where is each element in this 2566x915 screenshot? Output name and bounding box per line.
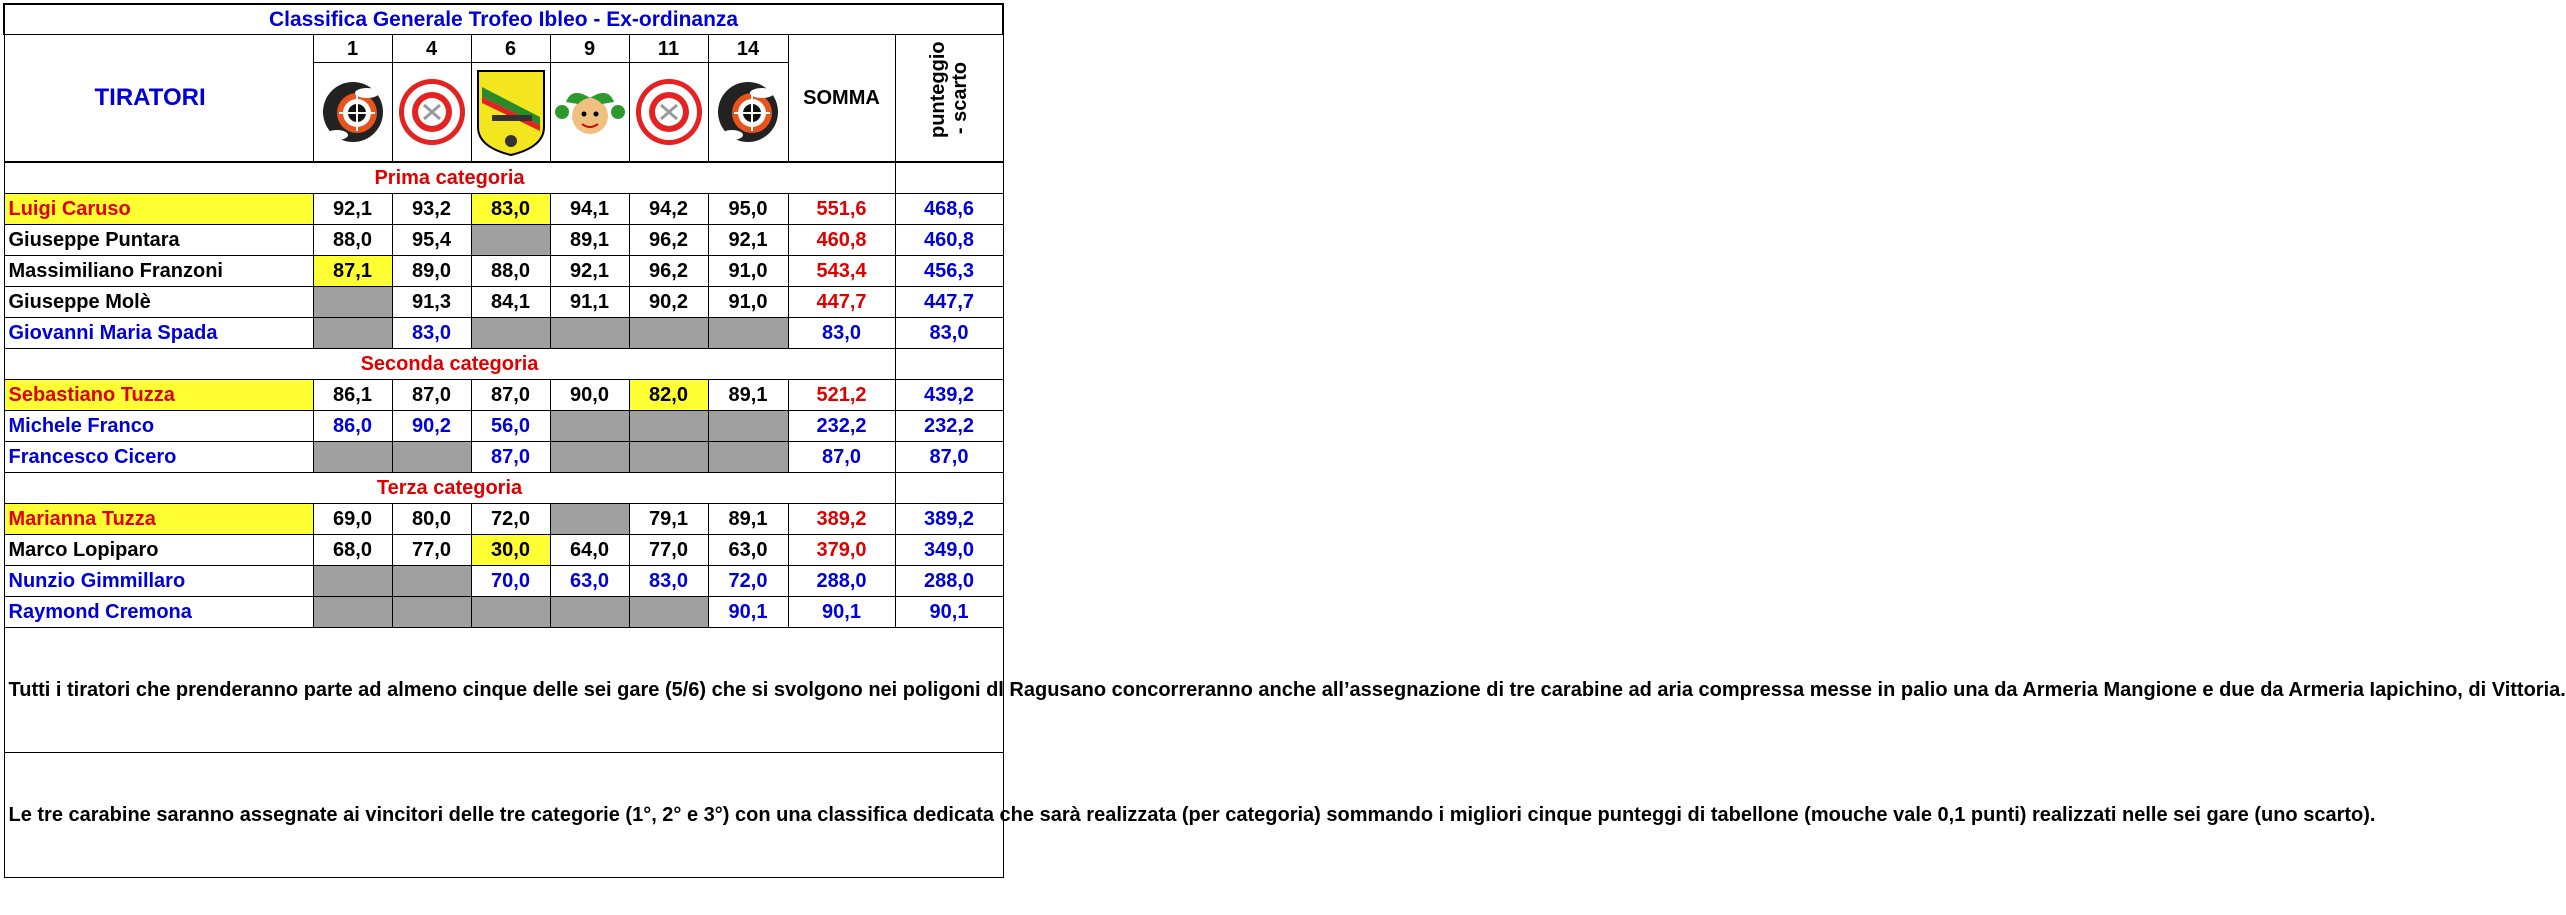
- score-cell: 72,0: [471, 504, 550, 535]
- score-cell-empty: [708, 442, 788, 473]
- somma-cell: 83,0: [788, 318, 895, 349]
- tiro-vittoria-logo-icon: [629, 63, 708, 163]
- somma-cell: 551,6: [788, 194, 895, 225]
- category-heading: Terza categoria: [4, 473, 895, 504]
- punteggio-cell: 447,7: [895, 287, 1003, 318]
- table-row: [4, 504, 1003, 535]
- score-cell: 92,1: [708, 225, 788, 256]
- table-row: [4, 318, 1003, 349]
- score-cell-empty: [392, 597, 471, 628]
- header-tiratori: TIRATORI: [4, 35, 313, 163]
- score-cell: 63,0: [708, 535, 788, 566]
- shooter-name: Raymond Cremona: [4, 597, 313, 628]
- score-cell: 84,1: [471, 287, 550, 318]
- somma-cell: 543,4: [788, 256, 895, 287]
- round-number: 4: [392, 35, 471, 63]
- category-heading: Prima categoria: [4, 162, 895, 194]
- score-cell: 80,0: [392, 504, 471, 535]
- punteggio-cell: 288,0: [895, 566, 1003, 597]
- score-cell: 68,0: [313, 535, 392, 566]
- score-cell: 79,1: [629, 504, 708, 535]
- somma-cell: 389,2: [788, 504, 895, 535]
- category-heading: Seconda categoria: [4, 349, 895, 380]
- score-cell: 95,4: [392, 225, 471, 256]
- punteggio-cell: 349,0: [895, 535, 1003, 566]
- header-punteggio-label: punteggio - scarto: [927, 41, 972, 138]
- score-cell-empty: [550, 504, 629, 535]
- shooter-name: Michele Franco: [4, 411, 313, 442]
- score-cell-empty: [392, 442, 471, 473]
- table-row: [4, 256, 1003, 287]
- score-cell: 90,2: [392, 411, 471, 442]
- note-paragraph: Le tre carabine saranno assegnate ai vincitori delle tre categorie (1°, 2° e 3°) con una classifica dedicata che sarà realizzata (per categoria) sommando i migliori cinque punteggi di tabellone (mouche vale 0,1 punti) realizzati nelle sei gare (uno scarto).: [4, 753, 1003, 878]
- somma-cell: 288,0: [788, 566, 895, 597]
- score-cell: 87,0: [392, 380, 471, 411]
- punteggio-cell: 87,0: [895, 442, 1003, 473]
- score-cell: 63,0: [550, 566, 629, 597]
- round-number: 14: [708, 35, 788, 63]
- score-cell: 87,1: [313, 256, 392, 287]
- score-cell: 77,0: [392, 535, 471, 566]
- score-cell: 90,0: [550, 380, 629, 411]
- punteggio-cell: 232,2: [895, 411, 1003, 442]
- score-cell: 91,0: [708, 287, 788, 318]
- score-cell: 92,1: [550, 256, 629, 287]
- punteggio-cell: 389,2: [895, 504, 1003, 535]
- table-row: [4, 535, 1003, 566]
- score-cell: 88,0: [471, 256, 550, 287]
- score-cell: 91,0: [708, 256, 788, 287]
- score-cell: 95,0: [708, 194, 788, 225]
- somma-cell: 521,2: [788, 380, 895, 411]
- shooter-name: Marianna Tuzza: [4, 504, 313, 535]
- tiro-vittoria-logo-icon: [392, 63, 471, 163]
- category-heading-spacer: [895, 162, 1003, 194]
- score-cell: 86,1: [313, 380, 392, 411]
- shooter-name: Giuseppe Molè: [4, 287, 313, 318]
- punteggio-cell: 90,1: [895, 597, 1003, 628]
- round-number: 11: [629, 35, 708, 63]
- punteggio-cell: 439,2: [895, 380, 1003, 411]
- score-cell: 91,1: [550, 287, 629, 318]
- shooter-name: Massimiliano Franzoni: [4, 256, 313, 287]
- shooter-name: Giovanni Maria Spada: [4, 318, 313, 349]
- score-cell: 93,2: [392, 194, 471, 225]
- score-cell-empty: [708, 318, 788, 349]
- score-cell: 90,1: [708, 597, 788, 628]
- score-cell: 82,0: [629, 380, 708, 411]
- score-cell: 92,1: [313, 194, 392, 225]
- table-row: [4, 566, 1003, 597]
- table-row: [4, 194, 1003, 225]
- header-somma: SOMMA: [788, 35, 895, 163]
- somma-cell: 87,0: [788, 442, 895, 473]
- score-cell: 56,0: [471, 411, 550, 442]
- category-heading-spacer: [895, 349, 1003, 380]
- score-cell: 89,0: [392, 256, 471, 287]
- score-cell-empty: [313, 318, 392, 349]
- shooter-name: Giuseppe Puntara: [4, 225, 313, 256]
- score-cell: 87,0: [471, 380, 550, 411]
- shooter-name: Marco Lopiparo: [4, 535, 313, 566]
- category-heading-spacer: [895, 473, 1003, 504]
- table-row: [4, 380, 1003, 411]
- score-cell-empty: [550, 318, 629, 349]
- score-cell: 64,0: [550, 535, 629, 566]
- score-cell: 96,2: [629, 256, 708, 287]
- note-paragraph: Tutti i tiratori che prenderanno parte ad almeno cinque delle sei gare (5/6) che si svolgono nei poligoni dl Ragusano concorreranno anche all’assegnazione di tre carabine ad aria compressa messe in palio una da Armeria Mangione e due da Armeria Iapichino, di Vittoria.: [4, 628, 1003, 753]
- score-cell-empty: [471, 225, 550, 256]
- round-number: 1: [313, 35, 392, 63]
- score-cell-empty: [708, 411, 788, 442]
- score-cell-empty: [313, 566, 392, 597]
- score-cell: 89,1: [708, 380, 788, 411]
- score-cell: 90,2: [629, 287, 708, 318]
- score-cell-empty: [629, 411, 708, 442]
- somma-cell: 447,7: [788, 287, 895, 318]
- punteggio-cell: 468,6: [895, 194, 1003, 225]
- score-cell-empty: [392, 566, 471, 597]
- table-row: [4, 597, 1003, 628]
- score-cell: 69,0: [313, 504, 392, 535]
- score-cell: 77,0: [629, 535, 708, 566]
- score-cell: 72,0: [708, 566, 788, 597]
- score-cell: 94,2: [629, 194, 708, 225]
- score-cell-empty: [629, 597, 708, 628]
- score-cell: 83,0: [392, 318, 471, 349]
- score-cell-empty: [471, 318, 550, 349]
- sniper-club-logo-icon: [313, 63, 392, 163]
- somma-cell: 232,2: [788, 411, 895, 442]
- score-cell: 30,0: [471, 535, 550, 566]
- score-cell: 70,0: [471, 566, 550, 597]
- score-cell: 86,0: [313, 411, 392, 442]
- punteggio-cell: 83,0: [895, 318, 1003, 349]
- shooter-name: Luigi Caruso: [4, 194, 313, 225]
- somma-cell: 90,1: [788, 597, 895, 628]
- score-cell-empty: [471, 597, 550, 628]
- score-cell-empty: [629, 318, 708, 349]
- score-cell: 89,1: [550, 225, 629, 256]
- table-row: [4, 225, 1003, 256]
- score-cell-empty: [550, 597, 629, 628]
- somma-cell: 379,0: [788, 535, 895, 566]
- round-number: 6: [471, 35, 550, 63]
- table-title: Classifica Generale Trofeo Ibleo - Ex-ordinanza: [4, 4, 1003, 35]
- punteggio-cell: 460,8: [895, 225, 1003, 256]
- shooter-name: Nunzio Gimmillaro: [4, 566, 313, 597]
- score-cell: 88,0: [313, 225, 392, 256]
- punteggio-cell: 456,3: [895, 256, 1003, 287]
- score-cell: 83,0: [471, 194, 550, 225]
- score-cell-empty: [629, 442, 708, 473]
- score-cell: 89,1: [708, 504, 788, 535]
- sniper-club-logo-icon: [708, 63, 788, 163]
- table-row: [4, 287, 1003, 318]
- score-cell-empty: [550, 442, 629, 473]
- standings-table: [3, 3, 2566, 878]
- shooter-name: Sebastiano Tuzza: [4, 380, 313, 411]
- shooter-name: Francesco Cicero: [4, 442, 313, 473]
- score-cell-empty: [313, 597, 392, 628]
- jester-logo-icon: [550, 63, 629, 163]
- round-number: 9: [550, 35, 629, 63]
- table-row: [4, 442, 1003, 473]
- table-row: [4, 411, 1003, 442]
- score-cell: 83,0: [629, 566, 708, 597]
- score-cell: 87,0: [471, 442, 550, 473]
- score-cell-empty: [313, 442, 392, 473]
- score-cell: 91,3: [392, 287, 471, 318]
- score-cell: 96,2: [629, 225, 708, 256]
- somma-cell: 460,8: [788, 225, 895, 256]
- score-cell: 94,1: [550, 194, 629, 225]
- sport-gun-logo-icon: [471, 63, 550, 163]
- score-cell-empty: [313, 287, 392, 318]
- header-punteggio: [895, 35, 1003, 163]
- score-cell-empty: [550, 411, 629, 442]
